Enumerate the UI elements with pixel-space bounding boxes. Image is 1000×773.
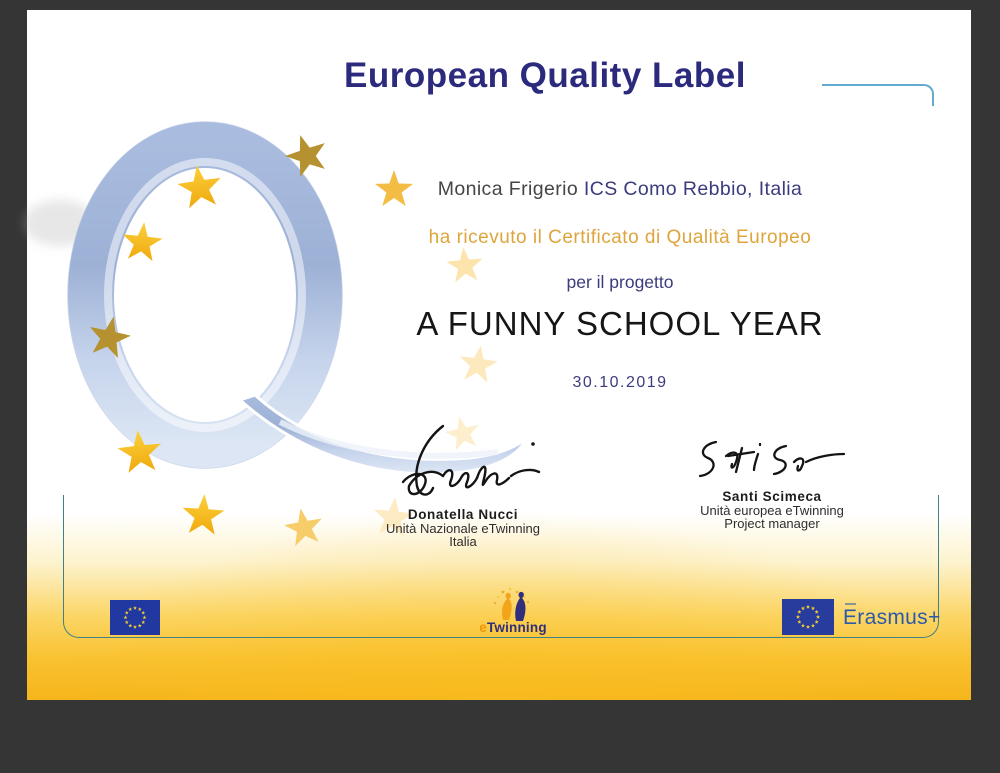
signatory-detail: Italia [449, 534, 477, 549]
signatory-org: Unità europea eTwinning [700, 502, 844, 518]
erasmus-eu-flag-icon [782, 599, 834, 635]
award-line: ha ricevuto il Certificato di Qualità Europeo [428, 227, 812, 248]
recipient-line [260, 178, 980, 201]
erasmus-e-accent [845, 603, 856, 605]
project-title: A FUNNY SCHOOL YEAR [416, 305, 824, 342]
etwinning-name: Twinning [486, 620, 547, 635]
signatory-org: Unità Nazionale eTwinning [386, 520, 540, 536]
etwinning-wordmark [453, 620, 573, 635]
eu-flag-icon [110, 600, 160, 635]
signature-santi-scimeca [682, 432, 852, 490]
award-date: 30.10.2019 [572, 374, 668, 391]
etwinning-e: e [479, 620, 487, 635]
signatory-detail: Project manager [724, 516, 820, 531]
certificate-image [27, 10, 971, 700]
signatory-name: Donatella Nucci [407, 507, 519, 522]
recipient-name: Monica Frigerio [437, 178, 579, 200]
signatory-name: Santi Scimeca [722, 489, 822, 504]
erasmus-wordmark: Erasmus+ [843, 606, 941, 629]
top-right-border-decoration [822, 84, 934, 106]
etwinning-logo-icon [483, 586, 543, 624]
certificate-title: European Quality Label [344, 56, 746, 95]
recipient-school: ICS Como Rebbio, Italia [583, 178, 803, 200]
project-intro: per il progetto [566, 272, 674, 292]
